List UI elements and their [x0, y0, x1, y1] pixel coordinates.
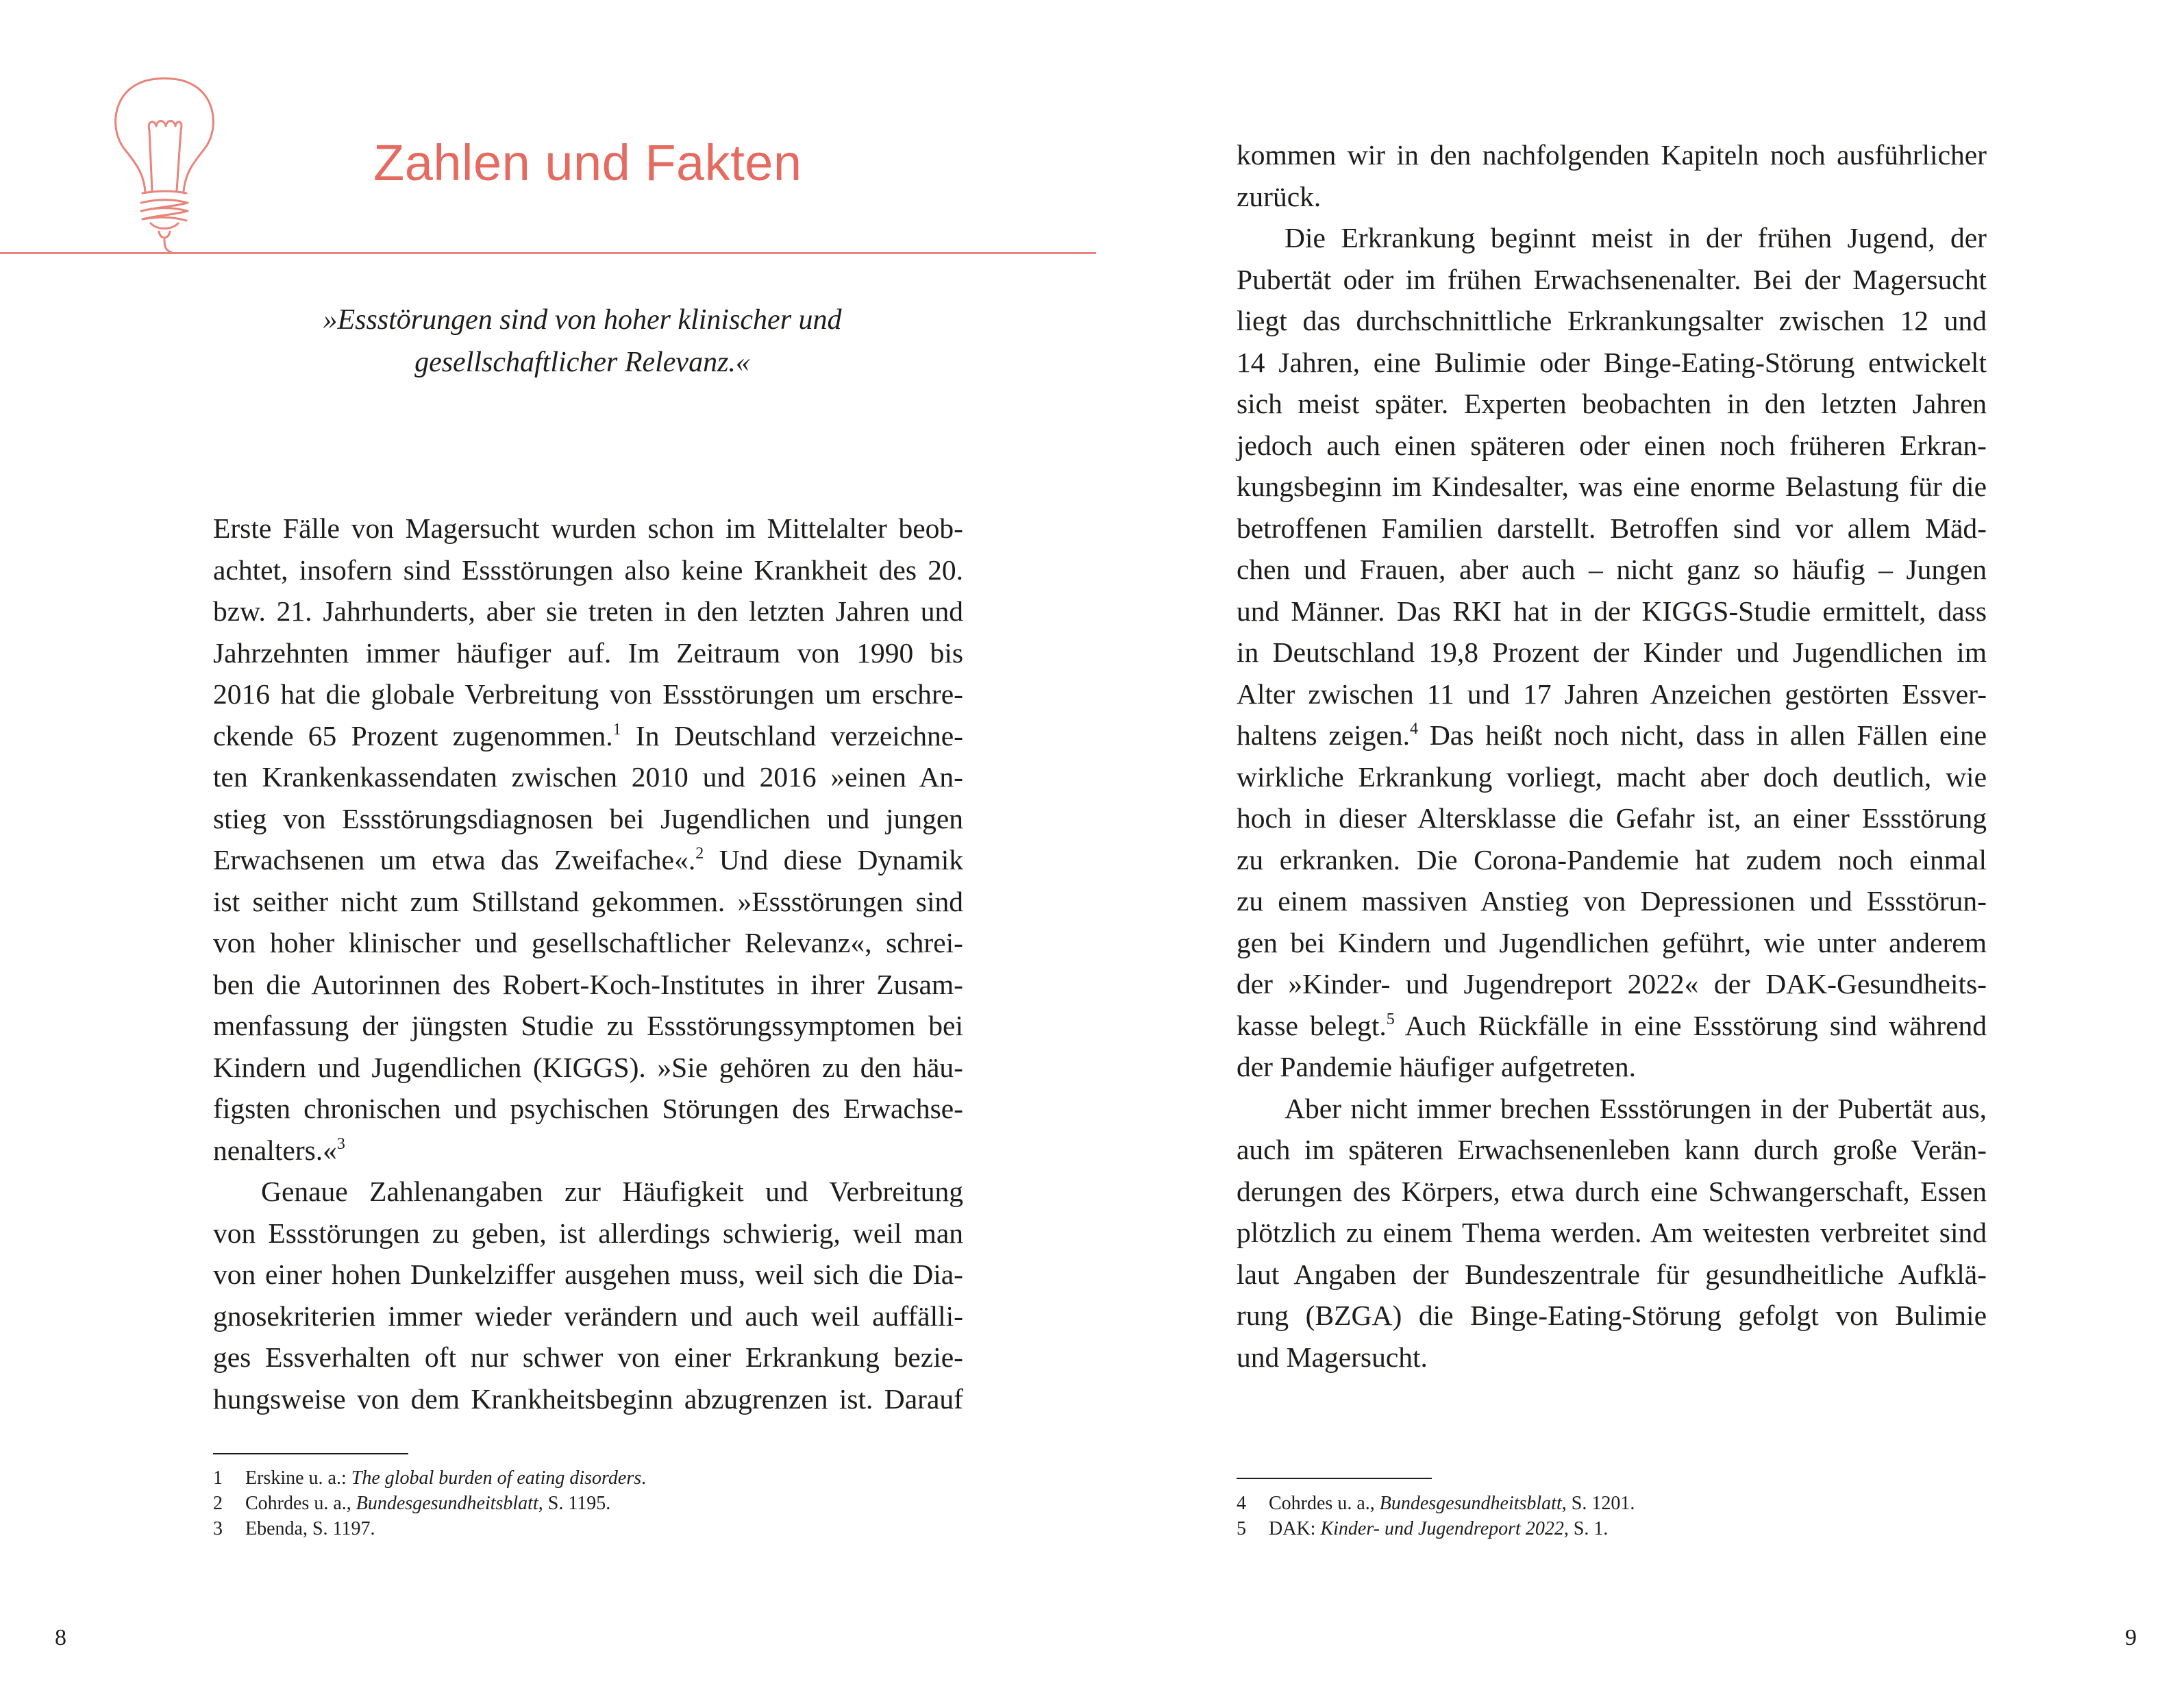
- text-line: plötzlich zu einem Thema werden. Am weitesten verbreitet sind: [1237, 1217, 1987, 1248]
- footnote-rule: [213, 1453, 408, 1454]
- text-line: Genaue Zahlenangaben zur Häufigkeit und Verbreitung: [261, 1176, 963, 1207]
- text-line: betroffenen Familien darstellt. Betroffen sind vor allem Mäd-: [1237, 512, 1987, 544]
- text-line: ben die Autorinnen des Robert-Koch-Institutes in ihrer Zusam-: [213, 968, 963, 1000]
- footnote-number: 3: [213, 1518, 223, 1539]
- text-line: figsten chronischen und psychischen Störungen des Erwachse-: [213, 1093, 963, 1124]
- paragraph: [213, 1171, 963, 1419]
- text-line: wirkliche Erkrankung vorliegt, macht aber doch deutlich, wie: [1237, 760, 1987, 793]
- page-number: 9: [2125, 1625, 2137, 1650]
- text-line: menfassung der jüngsten Studie zu Essstörungssymptomen bei: [213, 1010, 963, 1041]
- text-line: von hoher klinischer und gesellschaftlicher Relevanz«, schrei-: [213, 927, 963, 958]
- text-fragment: Das heißt noch nicht, dass in allen Fällen eine: [1418, 719, 1987, 751]
- footnote-title: Bundesgesundheitsblatt: [356, 1493, 538, 1514]
- lightbulb-icon: [110, 75, 219, 253]
- text-line: zu erkranken. Die Corona-Pandemie hat zudem noch einmal: [1237, 843, 1987, 876]
- text-line: hoch in dieser Altersklasse die Gefahr ist, an einer Essstörung: [1237, 802, 1987, 834]
- text-line: Pubertät oder im frühen Erwachsenenalter. Bei der Magersucht: [1237, 263, 1987, 295]
- footnote-number: 4: [1237, 1493, 1246, 1514]
- text-line: auch im späteren Erwachsenenleben kann durch große Verän-: [1237, 1134, 1987, 1165]
- footnote-mark: 4: [1410, 720, 1419, 738]
- text-line: von Essstörungen zu geben, ist allerdings schwierig, weil man: [213, 1217, 963, 1249]
- text-fragment: Und diese Dynamik: [704, 844, 963, 876]
- paragraph: [213, 508, 963, 1171]
- chapter-title: Zahlen und Fakten: [373, 134, 802, 191]
- text-fragment: nenalters.«: [213, 1134, 337, 1166]
- footnote-number: 5: [1237, 1518, 1246, 1539]
- text-line: in Deutschland 19,8 Prozent der Kinder und Jugendlichen im: [1237, 636, 1987, 668]
- footnote-mark: 3: [336, 1134, 345, 1153]
- text-line: [1237, 1005, 1987, 1047]
- text-line: und Männer. Das RKI hat in der KIGGS-Studie ermittelt, dass: [1237, 595, 1987, 627]
- footnote-number: 1: [213, 1467, 223, 1489]
- text-line: Aber nicht immer brechen Essstörungen in der Pubertät aus,: [1285, 1092, 1987, 1124]
- text-line: Erste Fälle von Magersucht wurden schon im Mittelalter beob-: [213, 512, 963, 544]
- text-line: achtet, insofern sind Essstörungen also keine Krankheit des 20.: [213, 554, 963, 586]
- text-line: zu einem massiven Anstieg von Depressionen und Essstörun-: [1237, 885, 1987, 917]
- paragraph: [1237, 217, 1987, 1088]
- right-page: [1092, 0, 2184, 1699]
- text-line: ten Krankenkassendaten zwischen 2010 und 2016 »einen An-: [213, 761, 963, 793]
- footnote-text: Cohrdes u. a.,: [1269, 1493, 1380, 1514]
- text-line: rung (BZGA) die Binge-Eating-Störung gefolgt von Bulimie: [1237, 1300, 1987, 1331]
- text-line: [213, 715, 963, 757]
- text-line: [1237, 715, 1987, 756]
- epigraph-quote: [206, 299, 959, 384]
- quote-line: gesellschaftlicher Relevanz.«: [414, 347, 750, 378]
- text-line: chen und Frauen, aber auch – nicht ganz so häufig – Jungen: [1237, 554, 1987, 585]
- text-line: kommen wir in den nachfolgenden Kapiteln noch ausführlicher: [1237, 139, 1987, 171]
- footnote-mark: 5: [1386, 1010, 1395, 1028]
- text-line: kungsbeginn im Kindesalter, was eine enorme Belastung für die: [1237, 471, 1987, 502]
- right-body-text: [1237, 134, 1987, 1378]
- text-line: ist seither nicht zum Stillstand gekommen. »Essstörungen sind: [213, 885, 963, 917]
- footnote: [213, 1465, 646, 1491]
- text-fragment: Auch Rückfälle in eine Essstörung sind während: [1394, 1009, 1987, 1041]
- text-line: zurück.: [1237, 180, 1321, 212]
- text-line: [213, 1130, 963, 1171]
- footnote-number: 2: [213, 1493, 223, 1514]
- footnote-text: .: [641, 1467, 647, 1489]
- footnote-text: , S. 1195.: [538, 1493, 611, 1514]
- footnote-rule: [1237, 1478, 1432, 1479]
- text-line: Kindern und Jugendlichen (KIGGS). »Sie gehören zu den häu-: [213, 1051, 963, 1083]
- text-line: laut Angaben der Bundeszentrale für gesundheitliche Aufklä-: [1237, 1258, 1987, 1290]
- text-line: von einer hohen Dunkelziffer ausgehen muss, weil sich die Dia-: [213, 1258, 963, 1290]
- footnote-text: DAK:: [1269, 1518, 1321, 1539]
- footnote: [1237, 1491, 1635, 1516]
- paragraph: [1237, 134, 1987, 217]
- text-line: jedoch auch einen späteren oder einen noch früheren Erkran-: [1237, 429, 1987, 461]
- text-line: hungsweise von dem Krankheitsbeginn abzugrenzen ist. Darauf: [213, 1382, 963, 1415]
- text-line: Die Erkrankung beginnt meist in der frühen Jugend, der: [1285, 222, 1987, 253]
- footnote: [213, 1491, 646, 1516]
- footnote-text: Cohrdes u. a.,: [245, 1493, 356, 1514]
- text-line: gnosekriterien immer wieder verändern und auch weil auffälli-: [213, 1300, 963, 1332]
- text-line: der Pandemie häufiger aufgetreten.: [1237, 1051, 1637, 1082]
- footnotes-left: [213, 1465, 646, 1541]
- text-line: und Magersucht.: [1237, 1341, 1428, 1373]
- footnote-mark: 2: [695, 845, 704, 863]
- text-line: 14 Jahren, eine Bulimie oder Binge-Eating-Störung entwickelt: [1237, 346, 1987, 378]
- paragraph: [1237, 1088, 1987, 1378]
- text-line: Alter zwischen 11 und 17 Jahren Anzeichen gestörten Essver-: [1237, 678, 1987, 710]
- text-line: ges Essverhalten oft nur schwer von einer Erkrankung bezie-: [213, 1341, 963, 1373]
- footnote: [1237, 1516, 1635, 1541]
- footnote: [213, 1516, 646, 1541]
- text-line: sich meist später. Experten beobachten in den letzten Jahren: [1237, 388, 1987, 419]
- text-fragment: In Deutschland verzeichne-: [621, 719, 963, 752]
- quote-line: »Essstörungen sind von hoher klinischer und: [323, 304, 842, 336]
- text-line: Jahrzehnten immer häufiger auf. Im Zeitraum von 1990 bis: [213, 636, 963, 669]
- footnote-title: Bundesgesundheitsblatt: [1379, 1493, 1562, 1514]
- text-fragment: Erwachsenen um etwa das Zweifache«.: [213, 844, 696, 876]
- footnote-title: Kinder- und Jugendreport 2022,: [1320, 1518, 1569, 1539]
- text-line: 2016 hat die globale Verbreitung von Essstörungen um erschre-: [213, 678, 963, 710]
- text-line: [213, 839, 963, 881]
- footnote-mark: 1: [612, 720, 621, 739]
- footnote-text: Erskine u. a.:: [245, 1467, 351, 1489]
- text-line: bzw. 21. Jahrhunderts, aber sie treten in den letzten Jahren und: [213, 595, 963, 627]
- footnote-text: Ebenda, S. 1197.: [245, 1518, 375, 1539]
- text-line: derungen des Körpers, etwa durch eine Schwangerschaft, Essen: [1237, 1175, 1987, 1207]
- header-rule: [0, 252, 1096, 254]
- footnotes-right: [1237, 1491, 1635, 1541]
- text-line: gen bei Kindern und Jugendlichen geführt, wie unter anderem: [1237, 926, 1987, 958]
- text-line: der »Kinder- und Jugendreport 2022« der DAK-Gesundheits-: [1237, 968, 1987, 1000]
- footnote-text: , S. 1201.: [1561, 1493, 1635, 1514]
- text-fragment: ckende 65 Prozent zugenommen.: [213, 719, 613, 752]
- left-body-text: [213, 508, 963, 1419]
- text-fragment: kasse belegt.: [1237, 1009, 1387, 1041]
- page-number: 8: [55, 1625, 66, 1650]
- text-fragment: haltens zeigen.: [1237, 719, 1411, 751]
- footnote-text: S. 1.: [1568, 1518, 1609, 1539]
- footnote-title: The global burden of eating disorders: [351, 1467, 642, 1489]
- text-line: liegt das durchschnittliche Erkrankungsalter zwischen 12 und: [1237, 305, 1987, 336]
- text-line: stieg von Essstörungsdiagnosen bei Jugendlichen und jungen: [213, 802, 963, 834]
